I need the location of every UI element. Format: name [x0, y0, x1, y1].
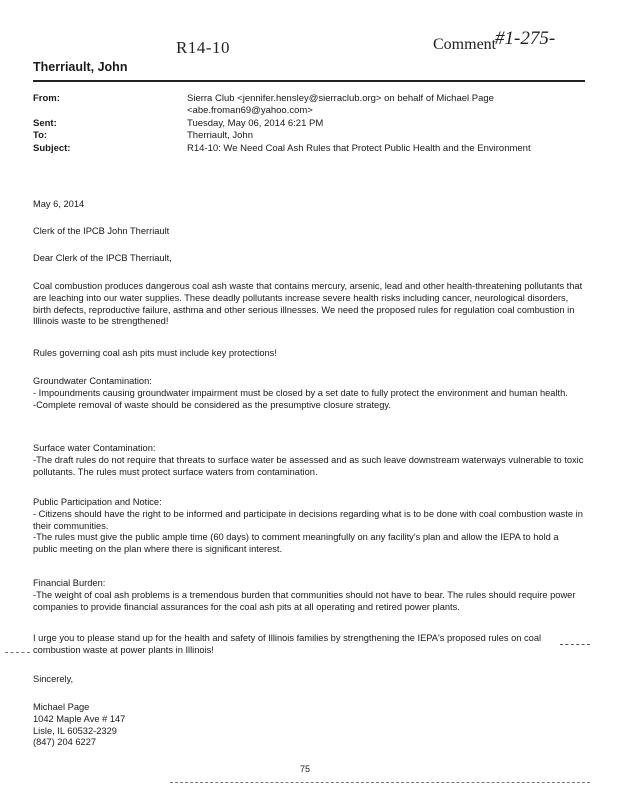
signature-address: 1042 Maple Ave # 147 [33, 713, 126, 724]
handwritten-mark [560, 644, 590, 645]
header-divider [33, 80, 585, 82]
section-line: -The rules must give the public ample time (60 days) to comment meaningfully on any facility's plan and allow the IEPA to hold a public meeting on the plan where there is significant interest. [33, 532, 559, 555]
section-line: - Impoundments causing groundwater impairment must be closed by a set date to fully protect the environment and human health. [33, 387, 568, 398]
header-value: R14-10: We Need Coal Ash Rules that Protect Public Health and the Environment [187, 143, 531, 154]
docket-stamp: R14-10 [176, 38, 230, 57]
header-value: Sierra Club <jennifer.hensley@sierraclub.org> on behalf of Michael Page [187, 93, 494, 104]
signature-block [33, 702, 585, 749]
signature-name: Michael Page [33, 702, 90, 712]
page-number: 75 [300, 764, 311, 774]
header-value: Therriault, John [187, 130, 254, 141]
letter-signoff: Sincerely, [33, 674, 74, 684]
letter-date: May 6, 2014 [33, 199, 85, 209]
section-line: - Citizens should have the right to be informed and participate in decisions regarding what is to be done with coal combustion waste in their communities. [33, 508, 583, 531]
section-line: -The weight of coal ash problems is a tremendous burden that communities should not have to bear. The rules should require power companies to provide financial assurances for the coal ash pits at all operating and retired power plants. [33, 589, 576, 612]
section-heading: Public Participation and Notice: [33, 497, 162, 507]
header-key: Sent: [33, 118, 57, 129]
letter-key-protections: Rules governing coal ash pits must include key protections! [33, 348, 277, 358]
section-line: -Complete removal of waste should be considered as the presumptive closure strategy. [33, 399, 391, 410]
header-value: <abe.froman69@yahoo.com> [187, 105, 313, 116]
header-key: To: [33, 130, 48, 141]
bottom-divider [170, 782, 590, 783]
header-key: From: [33, 93, 60, 104]
section-surface-water [33, 443, 585, 478]
section-heading: Surface water Contamination: [33, 443, 156, 453]
section-groundwater [33, 376, 585, 411]
comment-number: #1-275- [495, 28, 556, 49]
section-public-participation [33, 497, 585, 556]
closing-request: I urge you to please stand up for the health and safety of Illinois families by strengthening the IEPA's proposed rules on coal combustion waste at power plants in Illinois! [33, 633, 542, 655]
letter-recipient: Clerk of the IPCB John Therriault [33, 226, 170, 236]
section-heading: Groundwater Contamination: [33, 376, 152, 386]
margin-mark [5, 652, 30, 653]
letter-salutation: Dear Clerk of the IPCB Therriault, [33, 253, 172, 263]
section-financial-burden [33, 578, 585, 613]
sender-name: Therriault, John [33, 60, 128, 74]
header-value: Tuesday, May 06, 2014 6:21 PM [187, 118, 324, 129]
letter-intro: Coal combustion produces dangerous coal ash waste that contains mercury, arsenic, lead and other health-threatening pollutants that are leaching into our water supplies. These deadly pollutants increase severe health risks including cancer, neurological disorders, birth defects, reproductive failure, asthma and other serious illnesses. We need the proposed rules for regulation coal combustion in Illinois waste to be strengthened! [33, 281, 583, 327]
section-line: -The draft rules do not require that threats to surface water be assessed and as such leave downstream waterways vulnerable to toxic pollutants. The rules must protect surface waters from contamination. [33, 454, 584, 477]
section-heading: Financial Burden: [33, 578, 106, 588]
signature-phone: (847) 204 6227 [33, 737, 97, 748]
header-key: Subject: [33, 143, 71, 154]
signature-city: Lisle, IL 60532-2329 [33, 725, 117, 736]
comment-stamp: Comment [433, 36, 497, 53]
